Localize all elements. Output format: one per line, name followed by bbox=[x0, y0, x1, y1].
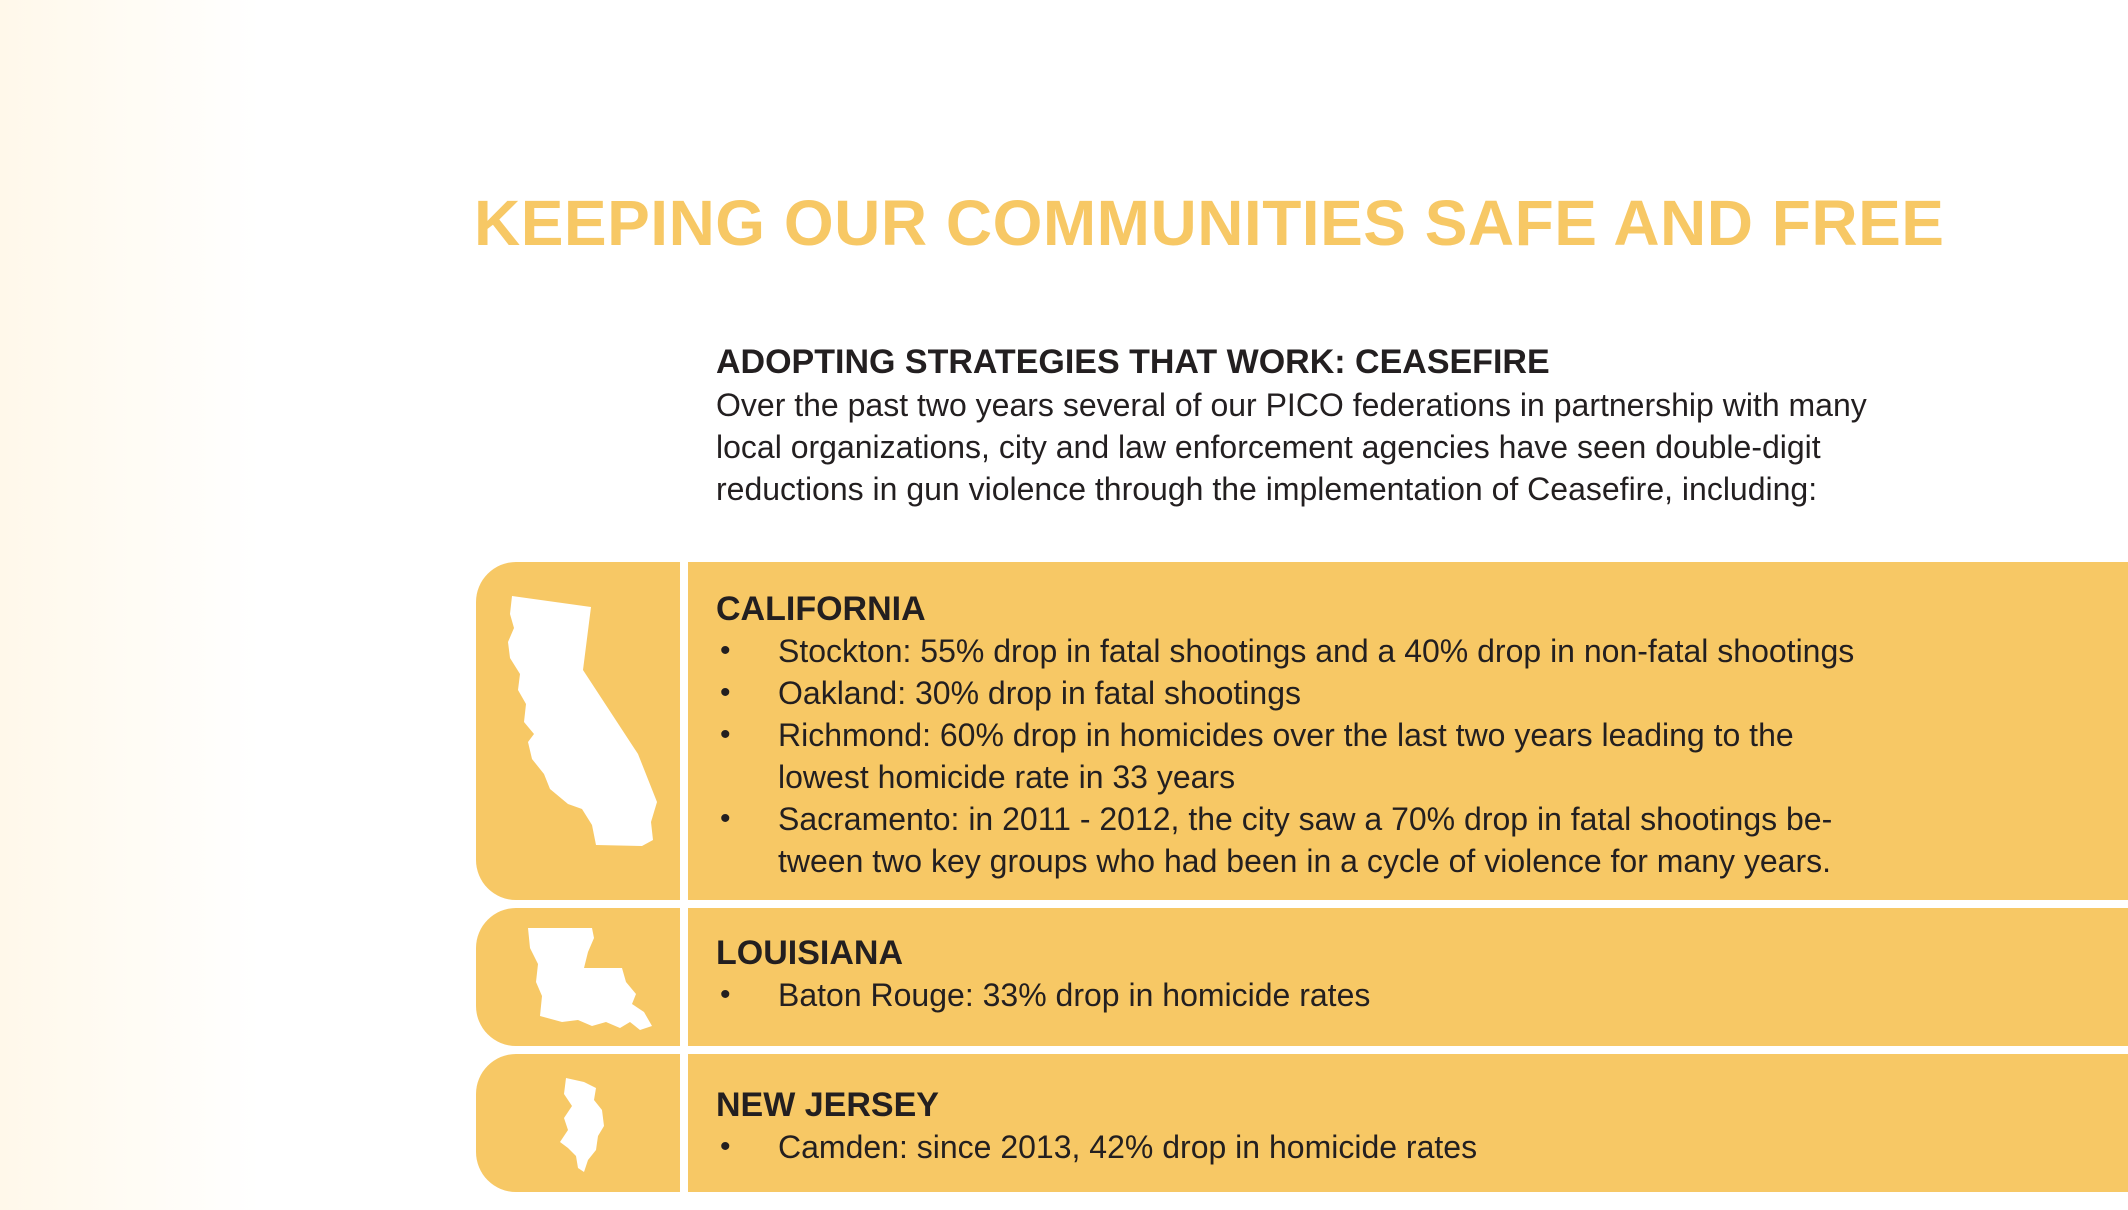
new-jersey-map-icon bbox=[558, 1076, 610, 1176]
state-row-louisiana bbox=[476, 908, 2128, 1046]
state-icon-cell bbox=[476, 562, 680, 900]
state-icon-cell bbox=[476, 1054, 680, 1192]
list-item bbox=[716, 714, 2088, 798]
bullet-dot: • bbox=[720, 802, 731, 835]
intro-line: Over the past two years several of our PICO federations in partnership with many bbox=[716, 387, 1867, 423]
bullet-text: lowest homicide rate in 33 years bbox=[778, 759, 1236, 795]
list-item bbox=[716, 974, 2088, 1016]
state-name: NEW JERSEY bbox=[716, 1086, 939, 1124]
bullet-dot: • bbox=[720, 676, 731, 709]
state-content-cell bbox=[688, 1054, 2128, 1192]
bullet-text: Sacramento: in 2011 - 2012, the city saw a 70% drop in fatal shootings be- bbox=[778, 801, 1833, 837]
bullet-text: Baton Rouge: 33% drop in homicide rates bbox=[778, 977, 1371, 1013]
state-icon-cell bbox=[476, 908, 680, 1046]
state-name: CALIFORNIA bbox=[716, 590, 926, 628]
bullet-dot: • bbox=[720, 634, 731, 667]
bullet-text: tween two key groups who had been in a cycle of violence for many years. bbox=[778, 843, 1832, 879]
bullet-text: Richmond: 60% drop in homicides over the last two years leading to the bbox=[778, 717, 1794, 753]
intro-line: reductions in gun violence through the implementation of Ceasefire, including: bbox=[716, 471, 1818, 507]
list-item bbox=[716, 672, 2088, 714]
louisiana-map-icon bbox=[526, 926, 656, 1038]
state-row-new-jersey bbox=[476, 1054, 2128, 1192]
state-content-cell bbox=[688, 908, 2128, 1046]
state-name: LOUISIANA bbox=[716, 934, 903, 972]
state-content-cell bbox=[688, 562, 2128, 900]
bullet-text: Camden: since 2013, 42% drop in homicide rates bbox=[778, 1129, 1478, 1165]
state-row-california bbox=[476, 562, 2128, 900]
bullet-dot: • bbox=[720, 718, 731, 751]
list-item bbox=[716, 1126, 2088, 1168]
bullet-text: Oakland: 30% drop in fatal shootings bbox=[778, 675, 1301, 711]
list-item bbox=[716, 630, 2088, 672]
california-map-icon bbox=[506, 594, 666, 879]
intro-line: local organizations, city and law enforcement agencies have seen double-digit bbox=[716, 429, 1821, 465]
bullet-list bbox=[716, 630, 2088, 882]
intro-section bbox=[716, 340, 2036, 510]
bullet-list bbox=[716, 1126, 2088, 1168]
bullet-list bbox=[716, 974, 2088, 1016]
bullet-dot: • bbox=[720, 978, 731, 1011]
intro-heading: ADOPTING STRATEGIES THAT WORK: CEASEFIRE bbox=[716, 343, 1550, 381]
bullet-text: Stockton: 55% drop in fatal shootings and a 40% drop in non-fatal shootings bbox=[778, 633, 1855, 669]
list-item bbox=[716, 798, 2088, 882]
page-title: KEEPING OUR COMMUNITIES SAFE AND FREE bbox=[474, 187, 1945, 259]
bullet-dot: • bbox=[720, 1130, 731, 1163]
intro-paragraph bbox=[716, 384, 2036, 510]
